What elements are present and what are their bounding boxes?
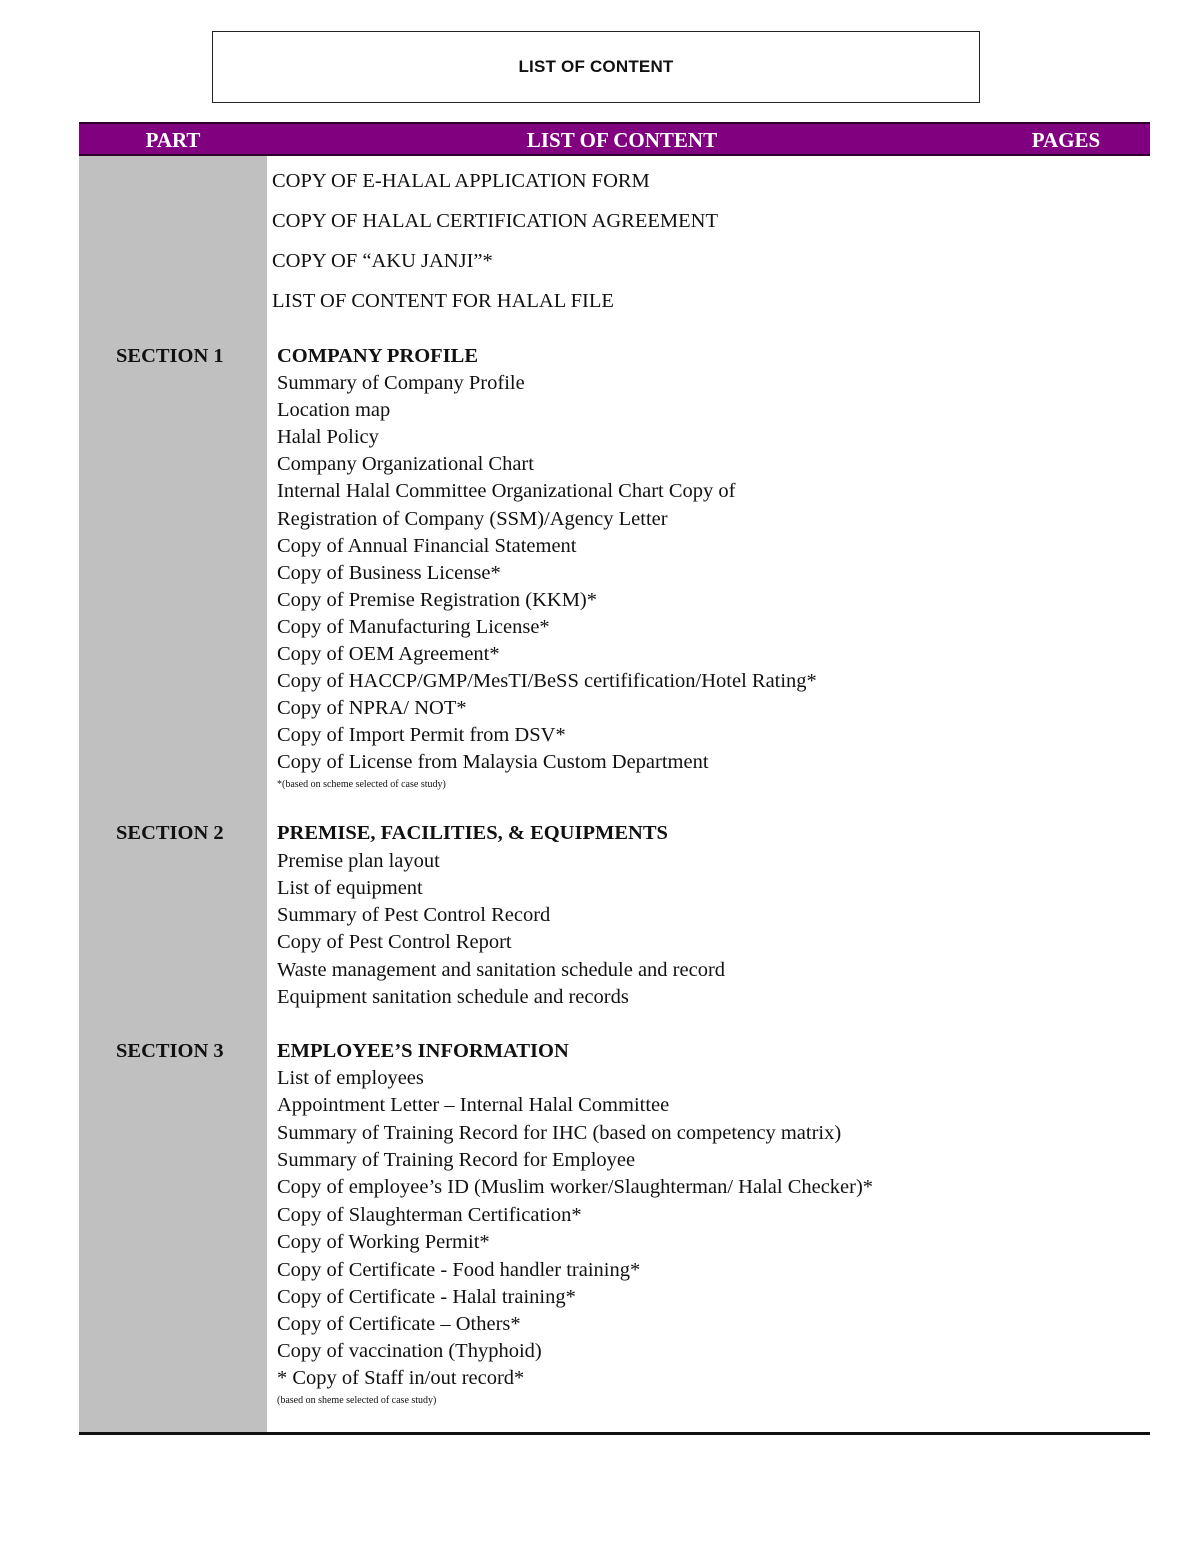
header-part: PART (145, 128, 201, 152)
list-item: Appointment Letter – Internal Halal Committee (277, 1094, 670, 1116)
list-item: Summary of Training Record for IHC (based on competency matrix) (277, 1122, 842, 1144)
list-item: Copy of vaccination (Thyphoid) (277, 1340, 542, 1362)
list-item: Copy of Manufacturing License* (277, 616, 550, 638)
list-item: Registration of Company (SSM)/Agency Letter (277, 508, 668, 530)
list-item: Halal Policy (277, 426, 379, 448)
list-item: Location map (277, 399, 391, 421)
list-item: Summary of Company Profile (277, 372, 525, 394)
list-item: Copy of Premise Registration (KKM)* (277, 589, 597, 611)
list-item: Copy of Business License* (277, 562, 501, 584)
intro-item: COPY OF HALAL CERTIFICATION AGREEMENT (272, 210, 718, 232)
header-content: LIST OF CONTENT (526, 128, 718, 152)
table-header (79, 122, 1150, 156)
page-title: LIST OF CONTENT (518, 57, 674, 76)
list-item: * Copy of Staff in/out record* (277, 1367, 525, 1389)
list-item: Waste management and sanitation schedule and record (277, 959, 726, 981)
list-item: Copy of Import Permit from DSV* (277, 724, 566, 746)
list-item: Copy of employee’s ID (Muslim worker/Slaughterman/ Halal Checker)* (277, 1176, 874, 1198)
list-item: Copy of NPRA/ NOT* (277, 697, 467, 719)
list-item: Company Organizational Chart (277, 453, 534, 475)
list-item: Copy of License from Malaysia Custom Department (277, 751, 709, 773)
section-1-note: *(based on scheme selected of case study) (277, 779, 446, 790)
list-item: Copy of Slaughterman Certification* (277, 1204, 582, 1226)
list-item: Equipment sanitation schedule and records (277, 986, 629, 1008)
header-pages: PAGES (1031, 128, 1101, 152)
list-item: Copy of HACCP/GMP/MesTI/BeSS certifification/Hotel Rating* (277, 670, 817, 692)
section-2-title: PREMISE, FACILITIES, & EQUIPMENTS (277, 822, 668, 844)
section-3-title: EMPLOYEE’S INFORMATION (277, 1040, 569, 1062)
intro-item: COPY OF “AKU JANJI”* (272, 250, 493, 272)
list-item: Premise plan layout (277, 850, 440, 872)
intro-item: LIST OF CONTENT FOR HALAL FILE (272, 290, 614, 312)
list-item: Copy of Working Permit* (277, 1231, 490, 1253)
section-3-label: SECTION 3 (116, 1040, 224, 1062)
bottom-rule (79, 1432, 1150, 1435)
title-box (212, 31, 980, 103)
list-item: Copy of Pest Control Report (277, 931, 512, 953)
list-item: List of equipment (277, 877, 423, 899)
section-3-note: (based on sheme selected of case study) (277, 1395, 437, 1406)
list-item: Copy of Certificate - Food handler training* (277, 1259, 641, 1281)
list-item: Copy of Annual Financial Statement (277, 535, 577, 557)
list-item: Internal Halal Committee Organizational Chart Copy of (277, 480, 736, 502)
intro-item: COPY OF E-HALAL APPLICATION FORM (272, 170, 650, 192)
list-item: List of employees (277, 1067, 424, 1089)
list-item: Copy of Certificate - Halal training* (277, 1286, 576, 1308)
list-item: Copy of Certificate – Others* (277, 1313, 521, 1335)
section-1-label: SECTION 1 (116, 345, 224, 367)
list-item: Summary of Training Record for Employee (277, 1149, 636, 1171)
section-1-title: COMPANY PROFILE (277, 345, 478, 367)
list-item: Summary of Pest Control Record (277, 904, 551, 926)
list-item: Copy of OEM Agreement* (277, 643, 500, 665)
section-2-label: SECTION 2 (116, 822, 224, 844)
